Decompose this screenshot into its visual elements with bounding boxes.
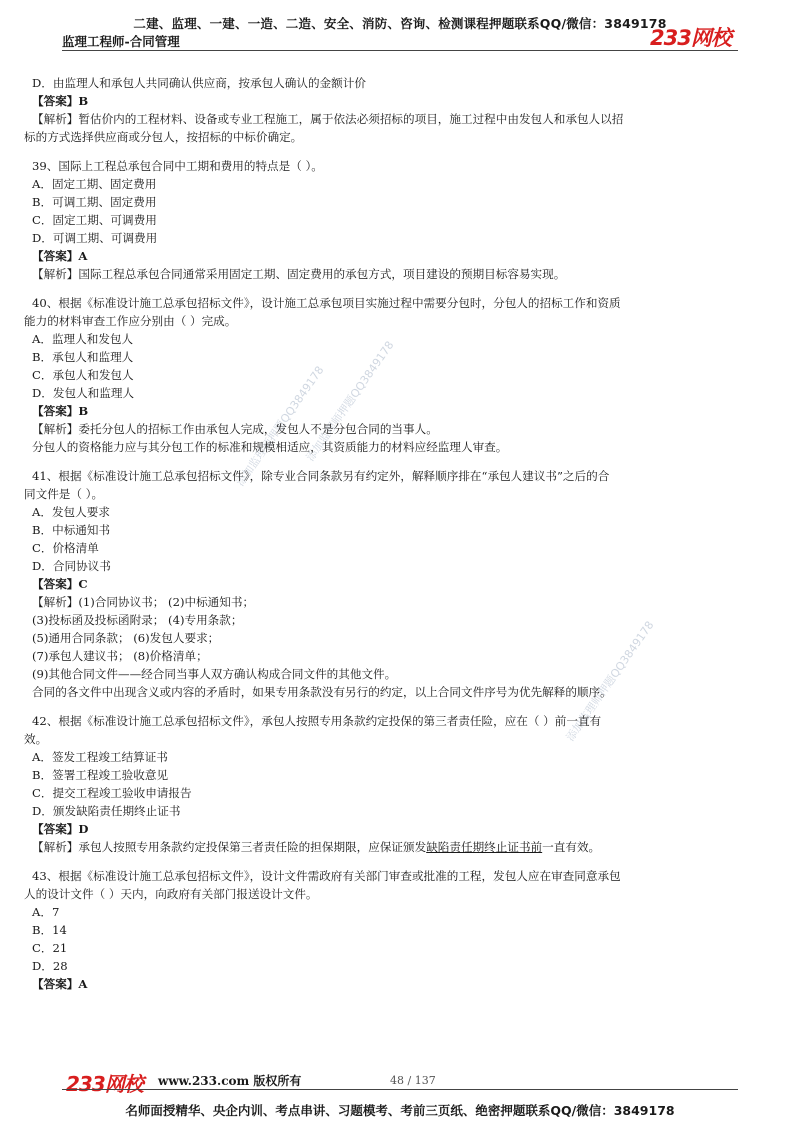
option-line: D．合同协议书 [32,559,111,573]
option-line: B．承包人和监理人 [32,350,134,364]
underlined-phrase: 缺陷责任期终止证书前 [426,840,543,854]
question-39: 39、国际上工程总承包合同中工期和费用的特点是（ ）。 [32,159,323,173]
analysis-line: 合同的各文件中出现含义或内容的矛盾时，如果专用条款没有另行的约定，以上合同文件序号为优先解释的顺序。 [32,685,612,699]
question-41: 41、根据《标准设计施工总承包招标文件》，除专业合同条款另有约定外，解释顺序排在“承包人建议书”之后的合 [32,469,610,483]
document-body [24,74,784,993]
analysis-line: 【解析】暂估价内的工程材料、设备或专业工程施工，属于依法必须招标的项目，施工过程中由发包人和承包人以招 [32,112,624,126]
option-line: A．7 [32,905,60,919]
analysis-line: 【解析】(1)合同协议书； (2)中标通知书； [32,595,255,609]
option-line: D．颁发缺陷责任期终止证书 [32,804,181,818]
analysis-line: 分包人的资格能力应与其分包工作的标准和规模相适应，其资质能力的材料应经监理人审查。 [32,440,508,454]
header-banner: 二建、监理、一建、一造、二造、安全、消防、咨询、检测课程押题联系QQ/微信：3849178 [133,16,667,31]
footer-banner: 名师面授精华、央企内训、考点串讲、习题模考、考前三页纸、绝密押题联系QQ/微信：3849178 [125,1103,675,1118]
option-line: B．中标通知书 [32,523,111,537]
answer-line: 【答案】B [32,94,89,108]
page-number: 48 / 137 [390,1074,436,1087]
question-40-cont: 能力的材料审查工作应分别由（ ）完成。 [24,314,237,328]
option-line: C．价格清单 [32,541,99,555]
analysis-line: (5)通用合同条款； (6)发包人要求； [32,631,220,645]
document-subtitle: 监理工程师-合同管理 [62,34,180,49]
answer-line: 【答案】A [32,977,88,991]
footer-logo: 233网校 [66,1072,143,1096]
option-line: B．签署工程竣工验收意见 [32,768,169,782]
footer-copyright: www.233.com 版权所有 [158,1074,302,1088]
question-40: 40、根据《标准设计施工总承包招标文件》，设计施工总承包项目实施过程中需要分包时，分包人的招标工作和资质 [32,296,621,310]
question-43-cont: 人的设计文件（ ）天内，向政府有关部门报送设计文件。 [24,887,318,901]
brand-logo: 233网校 [650,26,731,50]
option-line: B．14 [32,923,67,937]
option-line: A．监理人和发包人 [32,332,134,346]
option-line: C．提交工程竣工验收申请报告 [32,786,192,800]
answer-line: 【答案】A [32,249,88,263]
question-42-cont: 效。 [24,732,48,746]
option-line: A．签发工程竣工结算证书 [32,750,168,764]
analysis-line: (7)承包人建议书； (8)价格清单； [32,649,208,663]
option-line: D．可调工期、可调费用 [32,231,158,245]
option-line: D．28 [32,959,68,973]
option-line: C．承包人和发包人 [32,368,134,382]
answer-line: 【答案】C [32,577,88,591]
analysis-line [24,838,784,856]
analysis-line: (9)其他合同文件——经合同当事人双方确认构成合同文件的其他文件。 [32,667,397,681]
option-line: C．固定工期、可调费用 [32,213,157,227]
question-41-cont: 同文件是（ ）。 [24,487,104,501]
analysis-line: 【解析】委托分包人的招标工作由承包人完成，发包人不是分包合同的当事人。 [32,422,438,436]
analysis-text: 【解析】承包人按照专用条款约定投保第三者责任险的担保期限，应保证颁发 [32,840,427,854]
analysis-text: 一直有效。 [542,840,601,854]
option-line: A．固定工期、固定费用 [32,177,157,191]
option-line: D．发包人和监理人 [32,386,135,400]
watermark: 添加监理师押题QQ3849178 [303,338,397,464]
question-42: 42、根据《标准设计施工总承包招标文件》，承包人按照专用条款约定投保的第三者责任险，应在（ ）前一直有 [32,714,602,728]
option-line: A．发包人要求 [32,505,110,519]
option-line: B．可调工期、固定费用 [32,195,157,209]
option-line: C．21 [32,941,68,955]
watermark: 添加监理师押题QQ3849178 [563,618,657,744]
option-line: D．由监理人和承包人共同确认供应商，按承包人确认的金额计价 [32,76,366,90]
header-divider [62,50,738,51]
answer-line: 【答案】D [32,822,89,836]
analysis-line: 【解析】国际工程总承包合同通常采用固定工期、固定费用的承包方式，项目建设的预期目标容易实现。 [32,267,566,281]
analysis-line: (3)投标函及投标函附录； (4)专用条款； [32,613,243,627]
footer-divider [62,1089,738,1090]
analysis-line: 标的方式选择供应商或分包人，按招标的中标价确定。 [24,130,303,144]
answer-line: 【答案】B [32,404,89,418]
question-43: 43、根据《标准设计施工总承包招标文件》，设计文件需政府有关部门审查或批准的工程，发包人应在审查同意承包 [32,869,621,883]
watermark: 添加监理师押题QQ3849178 [233,363,327,489]
